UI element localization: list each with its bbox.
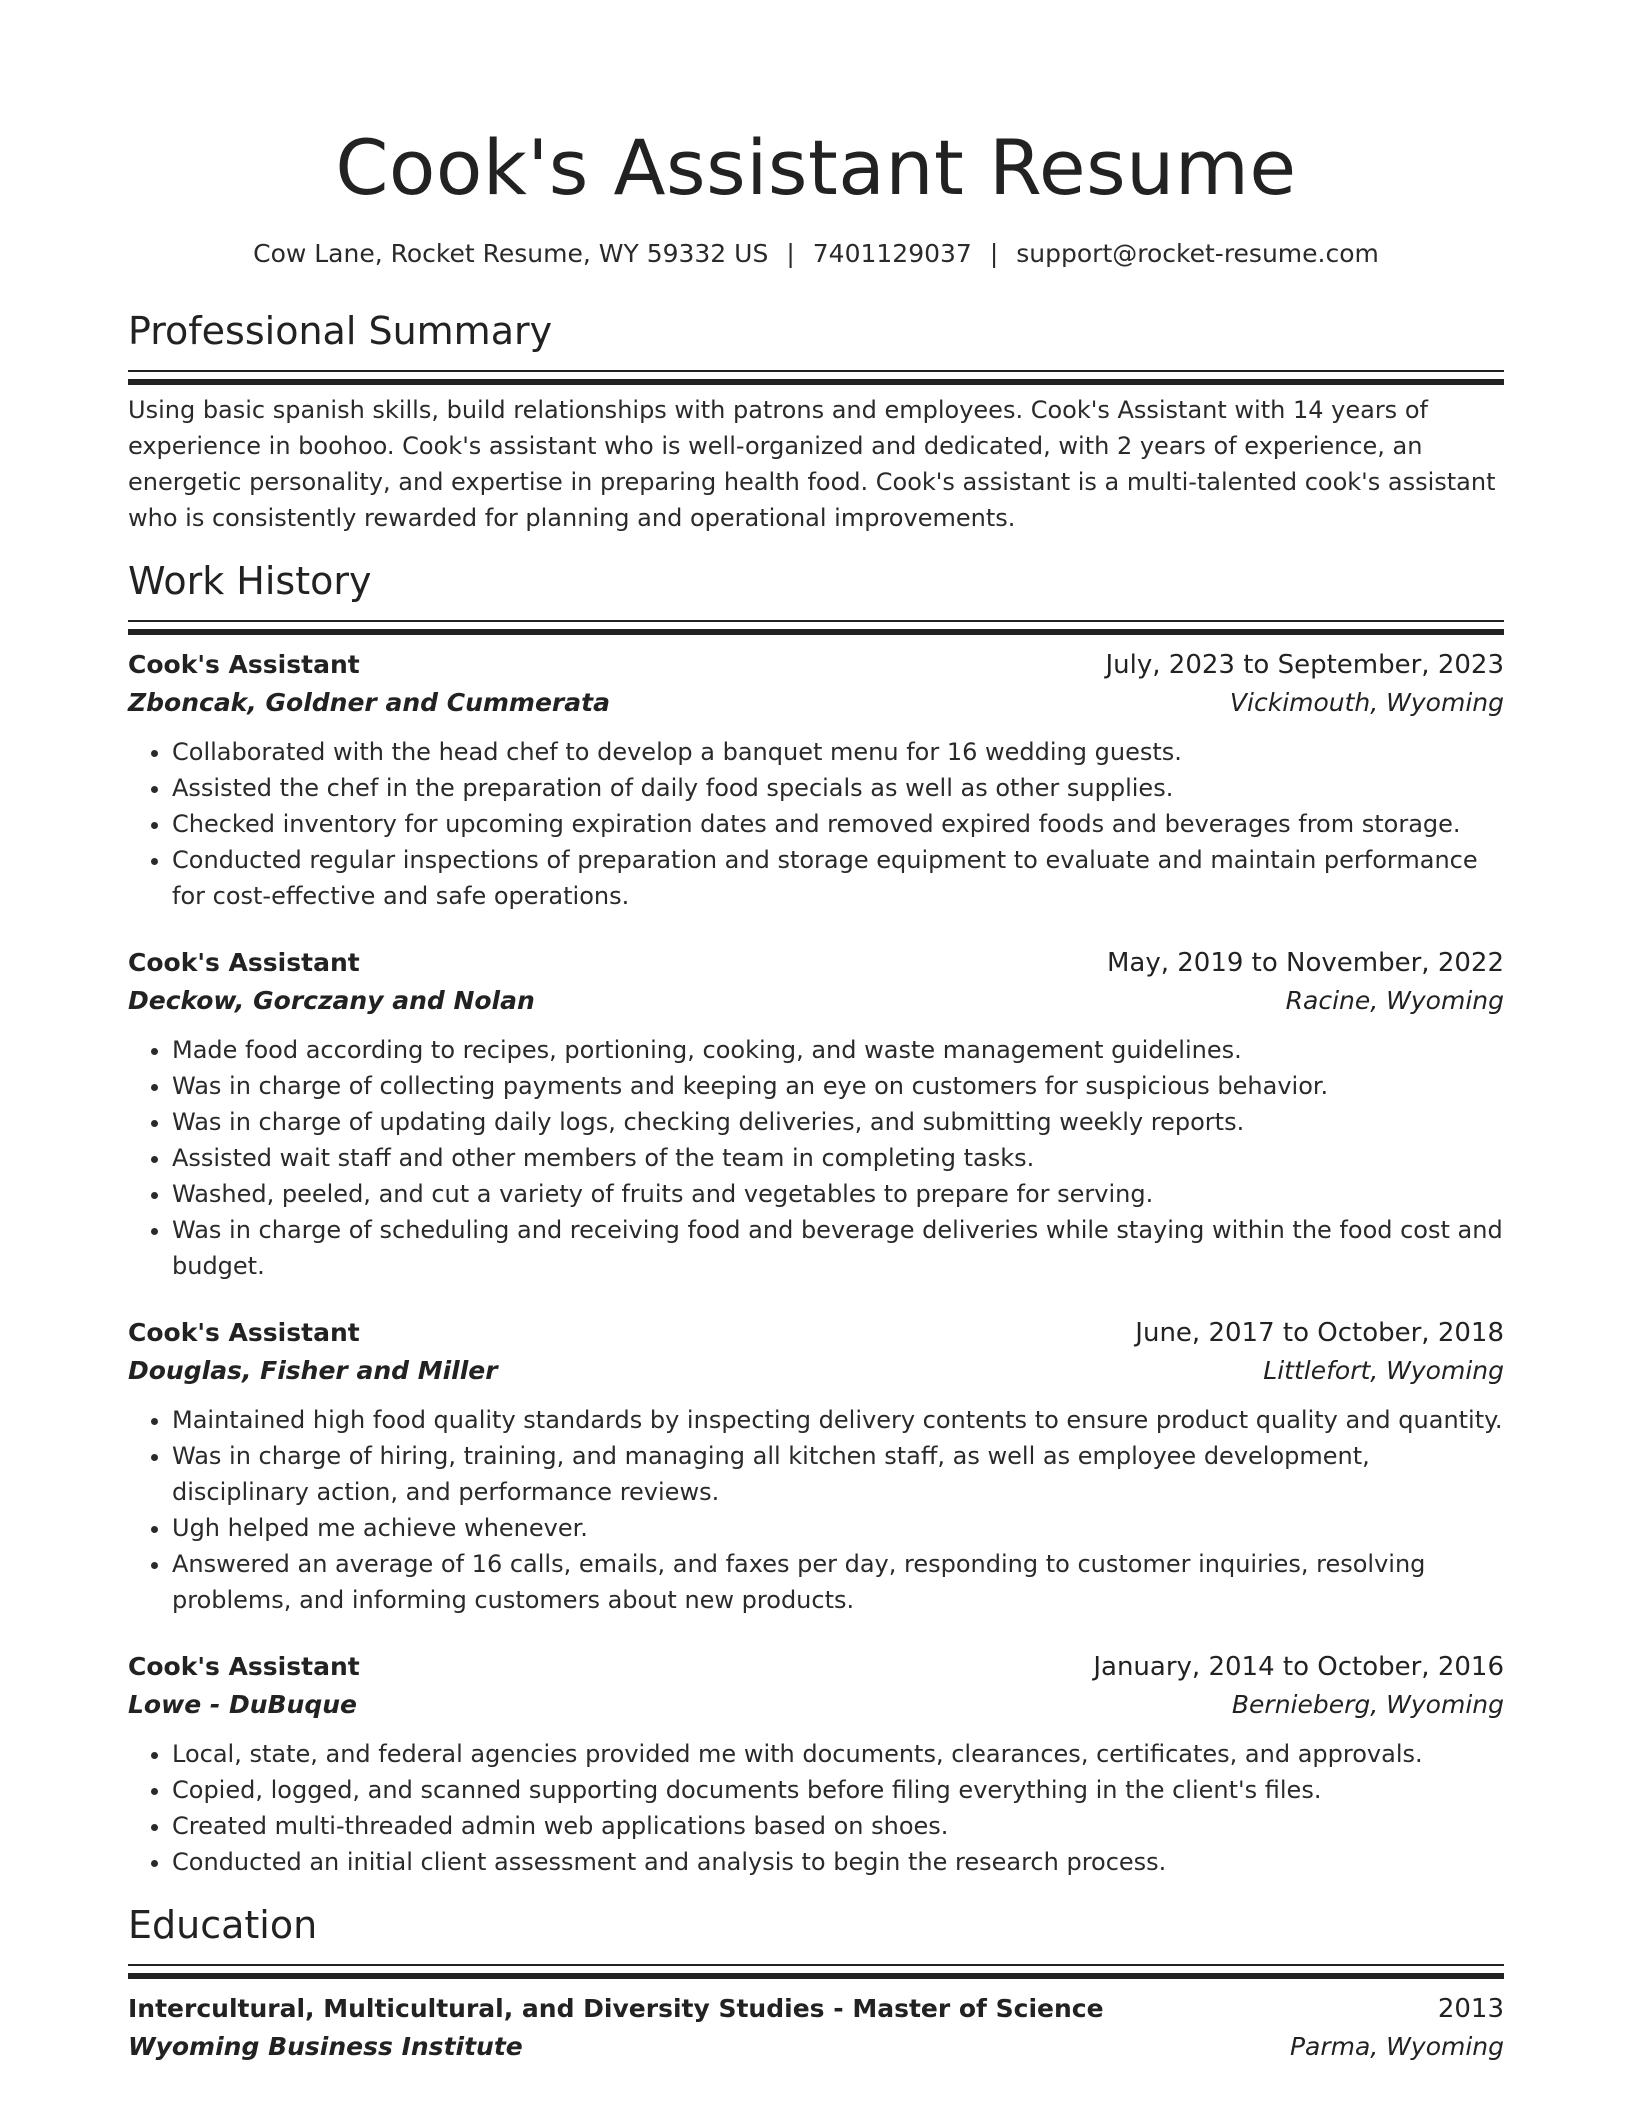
job-title: Cook's Assistant: [128, 948, 360, 977]
job-location: Vickimouth, Wyoming: [1229, 688, 1504, 717]
job-bullet: • Conducted an initial client assessment and analysis to begin the research process.: [172, 1844, 1504, 1880]
job-location: Racine, Wyoming: [1285, 986, 1504, 1015]
summary-section: [128, 306, 1504, 536]
section-heading-summary: Professional Summary: [128, 309, 553, 353]
job-company: Zboncak, Goldner and Cummerata: [128, 688, 610, 717]
job-location: Littlefort, Wyoming: [1263, 1356, 1504, 1385]
job-bullet-list: [128, 1736, 1504, 1880]
summary-text: Using basic spanish skills, build relationships with patrons and employees. Cook's Assistant with 14 years of experience in boohoo. Cook's assistant who is well-organized and dedicated, with 2 years of experience, an energetic personality, and expertise in preparing health food. Cook's assistant is a multi-talented cook's assistant who is consistently rewarded for planning and operational improvements.: [128, 396, 1496, 532]
resume-page: [128, 0, 1504, 2066]
job-bullet: • Assisted the chef in the preparation of daily food specials as well as other supplies.: [172, 770, 1504, 806]
job-company: Douglas, Fisher and Miller: [128, 1356, 498, 1385]
job-dates: January, 2014 to October, 2016: [1093, 1652, 1504, 1682]
section-divider: [128, 620, 1504, 622]
contact-separator: |: [989, 239, 999, 268]
job-company: Lowe - DuBuque: [128, 1690, 357, 1719]
contact-line: [128, 236, 1504, 272]
job-dates: June, 2017 to October, 2018: [1135, 1318, 1504, 1348]
contact-separator: |: [786, 239, 795, 268]
job-entry: [128, 1648, 1504, 1880]
job-bullet: • Assisted wait staff and other members of the team in completing tasks.: [172, 1140, 1504, 1176]
education-school: Wyoming Business Institute: [128, 2032, 523, 2061]
job-title: Cook's Assistant: [128, 650, 360, 679]
job-location: Bernieberg, Wyoming: [1231, 1690, 1504, 1719]
job-bullet: • Checked inventory for upcoming expiration dates and removed expired foods and beverages from storage.: [172, 806, 1504, 842]
job-bullet: • Conducted regular inspections of preparation and storage equipment to evaluate and maintain performance for cost-effective and safe operations.: [172, 842, 1504, 914]
job-entry: [128, 646, 1504, 914]
education-section: [128, 1900, 1504, 2066]
section-heading-education: Education: [128, 1903, 318, 1947]
section-heading-work-history: Work History: [128, 559, 372, 603]
job-bullet-list: [128, 734, 1504, 914]
education-degree: Intercultural, Multicultural, and Diversity Studies - Master of Science: [128, 1994, 1104, 2023]
job-dates: July, 2023 to September, 2023: [1105, 650, 1504, 680]
job-bullet: • Created multi-threaded admin web applications based on shoes.: [172, 1808, 1504, 1844]
section-divider: [128, 1964, 1504, 1966]
job-bullet: • Ugh helped me achieve whenever.: [172, 1510, 1504, 1546]
job-bullet: • Made food according to recipes, portioning, cooking, and waste management guidelines.: [172, 1032, 1504, 1068]
section-divider: [128, 370, 1504, 372]
job-bullet: • Was in charge of collecting payments and keeping an eye on customers for suspicious behavior.: [172, 1068, 1504, 1104]
job-title: Cook's Assistant: [128, 1318, 360, 1347]
contact-address: Cow Lane, Rocket Resume, WY 59332 US: [253, 239, 769, 268]
contact-email: support@rocket-resume.com: [1016, 239, 1379, 268]
job-bullet: • Local, state, and federal agencies provided me with documents, clearances, certificates, and approvals.: [172, 1736, 1504, 1772]
job-bullet-list: [128, 1402, 1504, 1618]
resume-title: Cook's Assistant Resume: [335, 123, 1297, 212]
job-bullet: • Was in charge of updating daily logs, checking deliveries, and submitting weekly reports.: [172, 1104, 1504, 1140]
job-bullet: • Copied, logged, and scanned supporting documents before filing everything in the client's files.: [172, 1772, 1504, 1808]
job-bullet: • Answered an average of 16 calls, emails, and faxes per day, responding to customer inquiries, resolving problems, and informing customers about new products.: [172, 1546, 1504, 1618]
job-bullet: • Was in charge of scheduling and receiving food and beverage deliveries while staying within the food cost and budget.: [172, 1212, 1504, 1284]
job-company: Deckow, Gorczany and Nolan: [128, 986, 535, 1015]
education-location: Parma, Wyoming: [1289, 2032, 1504, 2061]
work-history-section: [128, 556, 1504, 1880]
job-bullet: • Collaborated with the head chef to develop a banquet menu for 16 wedding guests.: [172, 734, 1504, 770]
job-entry: [128, 944, 1504, 1284]
education-entry: [128, 1990, 1504, 2066]
job-entry: [128, 1314, 1504, 1618]
job-bullet: • Washed, peeled, and cut a variety of fruits and vegetables to prepare for serving.: [172, 1176, 1504, 1212]
contact-phone: 7401129037: [812, 239, 972, 268]
education-year: 2013: [1437, 1994, 1504, 2024]
job-title: Cook's Assistant: [128, 1652, 360, 1681]
job-bullet: • Was in charge of hiring, training, and managing all kitchen staff, as well as employee development, disciplinary action, and performance reviews.: [172, 1438, 1504, 1510]
job-bullet-list: [128, 1032, 1504, 1284]
job-dates: May, 2019 to November, 2022: [1106, 948, 1504, 978]
job-bullet: • Maintained high food quality standards by inspecting delivery contents to ensure product quality and quantity.: [172, 1402, 1504, 1438]
